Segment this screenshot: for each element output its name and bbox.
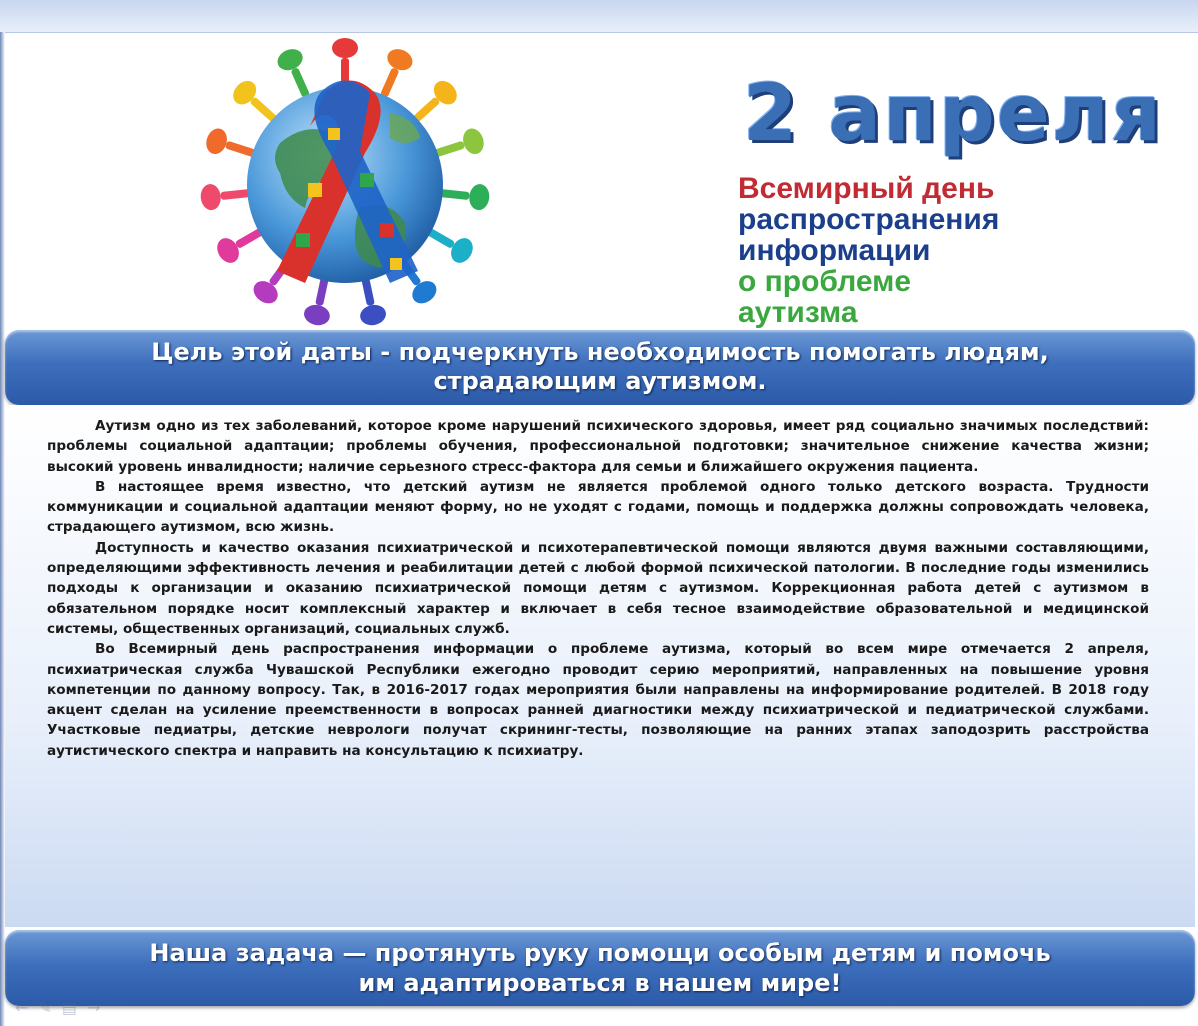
paragraph: Во Всемирный день распространения информации о проблеме аутизма, который во всем мире отмечается 2 апреля, психиатрическая служба Чувашской Республики ежегодно проводит серию мероприятий, направленных на повышение уровня компетенции по данному вопросу. Так, в 2016-2017 годах мероприятия были направлены на информирование родителей. В 2018 году акцент сделан на усиление преемственности в вопросах ранней диагностики между психиатрической и педиатрической службами. Участковые педиатры, детские неврологи получат скрининг-тесты, позволяющие на ранних этапах заподозрить расстройства аутистического спектра и направить на консультацию к психиатру.: [47, 641, 1149, 759]
subtitle-line: Всемирный день: [738, 172, 995, 205]
paragraph: В настоящее время известно, что детский аутизм не является проблемой одного только детского возраста. Трудности коммуникации и социальной адаптации меняют форму, но не уходят с годами, помощь и поддержка должны сопровождать человека, страдающего аутизмом, всю жизнь.: [47, 478, 1149, 536]
task-banner-line: им адаптироваться в нашем мире!: [358, 969, 842, 997]
subtitle-line: распространения: [738, 203, 1000, 236]
paragraph: Аутизм одно из тех заболеваний, которое кроме нарушений психического здоровья, имеет ряд социально значимых последствий: проблемы социальной адаптации; проблемы обучения, профессиональной подготовки; значительное снижение качества жизни; высокий уровень инвалидности; наличие серьезного стресс-фактора для семьи и ближайшего окружения пациента.: [47, 418, 1149, 475]
article-body: [47, 416, 1149, 761]
subtitle-line: о проблеме: [738, 265, 912, 298]
top-bar: [0, 0, 1198, 33]
arrow-right-icon[interactable]: →: [86, 998, 101, 1017]
menu-icon[interactable]: ▤: [61, 998, 77, 1017]
subtitle-line: аутизма: [738, 296, 858, 329]
pen-icon[interactable]: ✎: [38, 998, 52, 1017]
autism-awareness-emblem: [60, 33, 630, 333]
goal-banner: [5, 330, 1195, 405]
task-banner: [5, 930, 1195, 1006]
date-title: 2 апреля: [743, 69, 1163, 159]
slide-nav: [15, 998, 100, 1018]
hero-section: [5, 33, 1198, 330]
goal-banner-line: страдающим аутизмом.: [433, 367, 767, 395]
task-banner-line: Наша задача — протянуть руку помощи особым детям и помочь: [149, 939, 1051, 967]
paragraph: Доступность и качество оказания психиатрической и психотерапевтической помощи являются двумя важными составляющими, определяющими эффективность лечения и реабилитации детей с любой формой психической патологии. В последние годы изменились подходы к организации и оказанию психиатрической помощи детям с аутизмом. Коррекционная работа детей с аутизмом в обязательном порядке носит комплексный характер и включает в себя тесное взаимодействие образовательной и медицинской системы, общественных организаций, социальных служб.: [47, 539, 1149, 637]
event-subtitle: [738, 173, 999, 328]
subtitle-line: информации: [738, 234, 931, 267]
arrow-left-icon[interactable]: ←: [15, 998, 29, 1017]
goal-banner-line: Цель этой даты - подчеркнуть необходимость помогать людям,: [151, 338, 1049, 366]
